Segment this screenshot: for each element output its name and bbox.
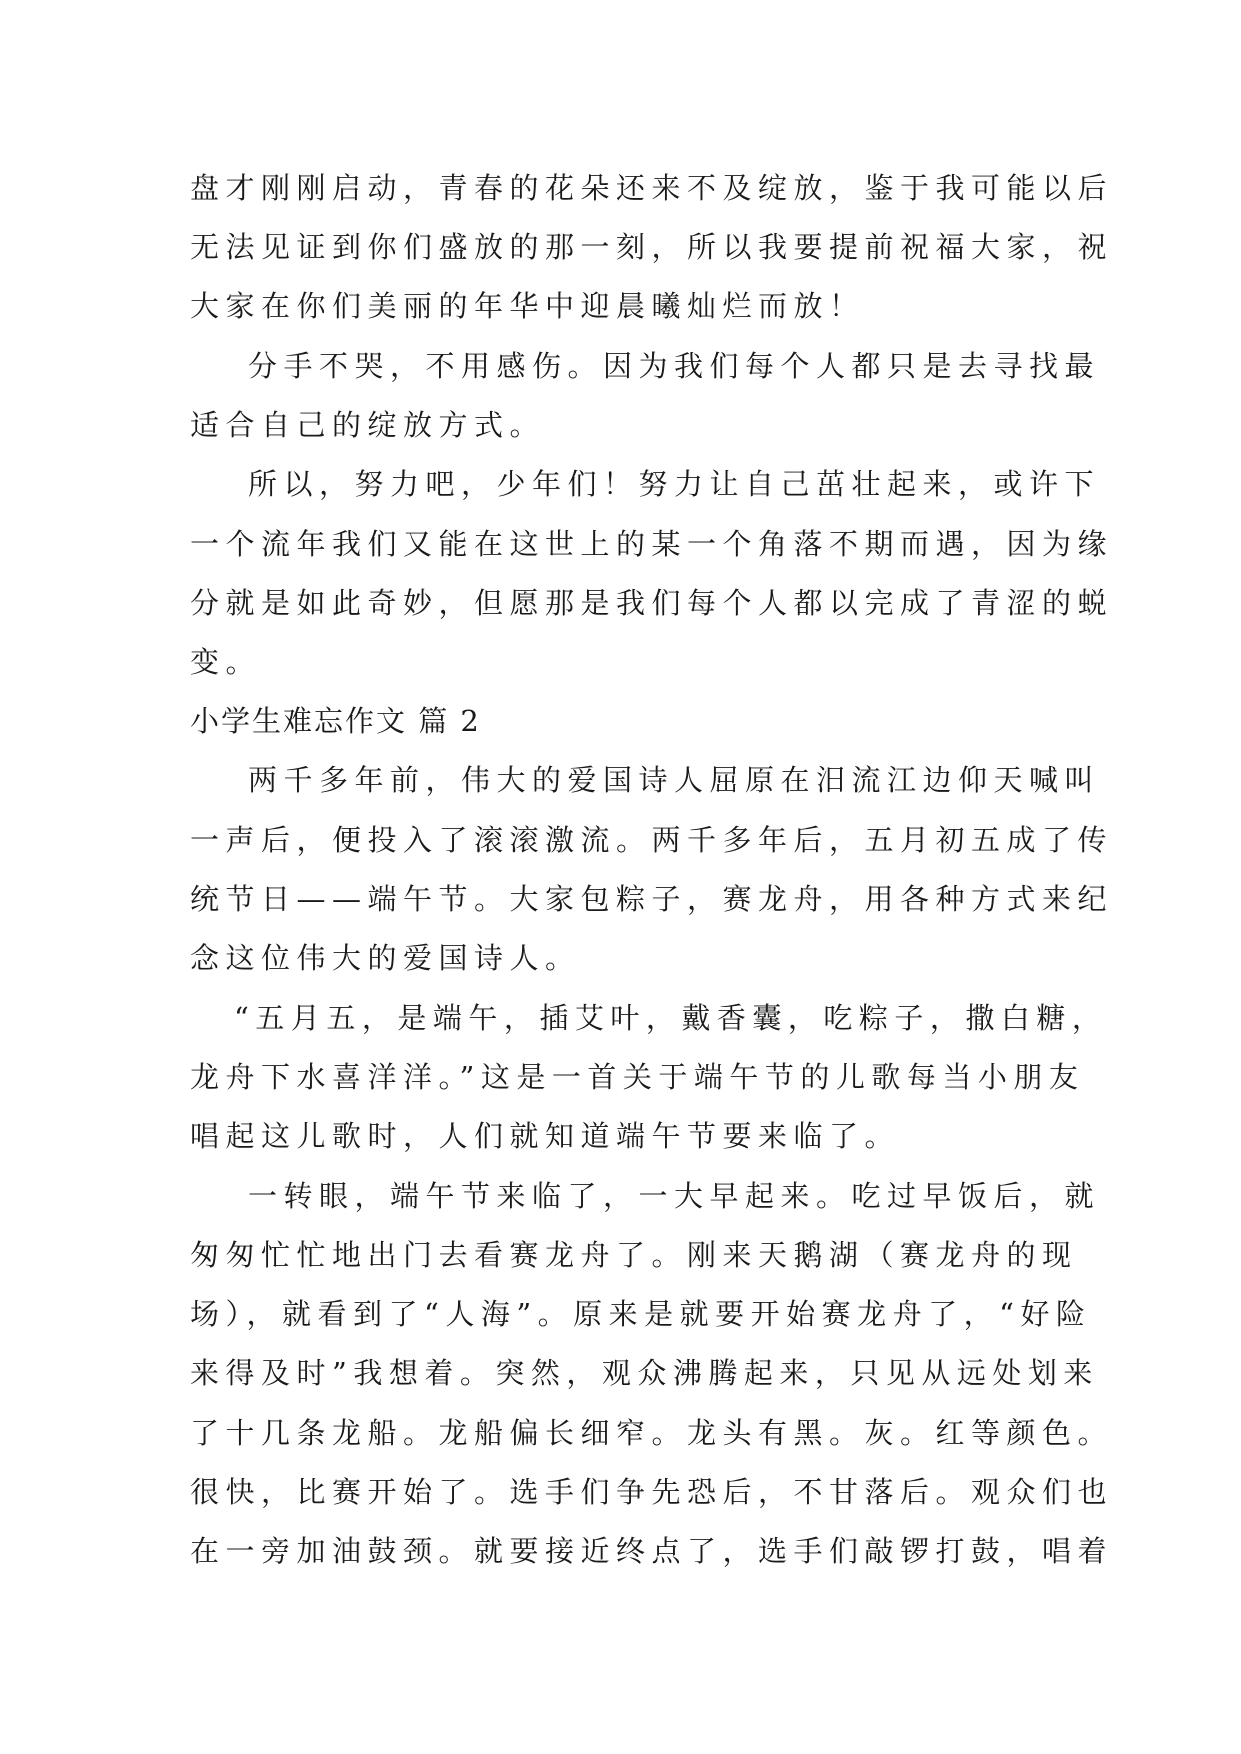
paragraph-first-line: 一转眼，端午节来临了，一大早起来。吃过早饭后，就 (248, 1179, 1101, 1213)
text-line: 一个流年我们又能在这世上的某一个角落不期而遇，因为缘 (190, 527, 1114, 561)
text-line: 变。 (190, 645, 262, 679)
text-line: 统节日——端午节。大家包粽子，赛龙舟，用各种方式来纪 (190, 882, 1114, 916)
text-line: 了十几条龙船。龙船偏长细窄。龙头有黑。灰。红等颜色。 (190, 1416, 1114, 1450)
text-line: 匆匆忙忙地出门去看赛龙舟了。刚来天鹅湖（赛龙舟的现 (190, 1238, 1078, 1272)
text-line: 在一旁加油鼓颈。就要接近终点了，选手们敲锣打鼓，唱着 (190, 1534, 1114, 1568)
text-line: 适合自己的绽放方式。 (190, 408, 546, 442)
text-line: 来得及时”我想着。突然，观众沸腾起来，只见从远处划来 (190, 1356, 1099, 1390)
text-line: 分就是如此奇妙，但愿那是我们每个人都以完成了青涩的蜕 (190, 586, 1114, 620)
text-line: 大家在你们美丽的年华中迎晨曦灿烂而放！ (190, 289, 865, 323)
text-line: 盘才刚刚启动，青春的花朵还来不及绽放，鉴于我可能以后 (190, 171, 1114, 205)
text-line: 龙舟下水喜洋洋。”这是一首关于端午节的儿歌每当小朋友 (190, 1060, 1085, 1094)
section-heading: 小学生难忘作文 篇 2 (190, 704, 481, 738)
text-line: 一声后，便投入了滚滚激流。两千多年后，五月初五成了传 (190, 823, 1114, 857)
paragraph-first-line: 所以，努力吧，少年们！努力让自己茁壮起来，或许下 (248, 467, 1101, 501)
paragraph-first-line: 两千多年前，伟大的爱国诗人屈原在汨流江边仰天喊叫 (248, 763, 1101, 797)
paragraph-first-line: 分手不哭，不用感伤。因为我们每个人都只是去寻找最 (248, 349, 1101, 383)
text-line: 念这位伟大的爱国诗人。 (190, 941, 581, 975)
text-line: 很快，比赛开始了。选手们争先恐后，不甘落后。观众们也 (190, 1475, 1114, 1509)
text-line: 场），就看到了“人海”。原来是就要开始赛龙舟了，“好险 (190, 1297, 1092, 1331)
text-line: 无法见证到你们盛放的那一刻，所以我要提前祝福大家，祝 (190, 230, 1114, 264)
text-line: 唱起这儿歌时，人们就知道端午节要来临了。 (190, 1119, 901, 1153)
paragraph-first-line: “五月五，是端午，插艾叶，戴香囊，吃粽子，撒白糖， (234, 1001, 1108, 1035)
